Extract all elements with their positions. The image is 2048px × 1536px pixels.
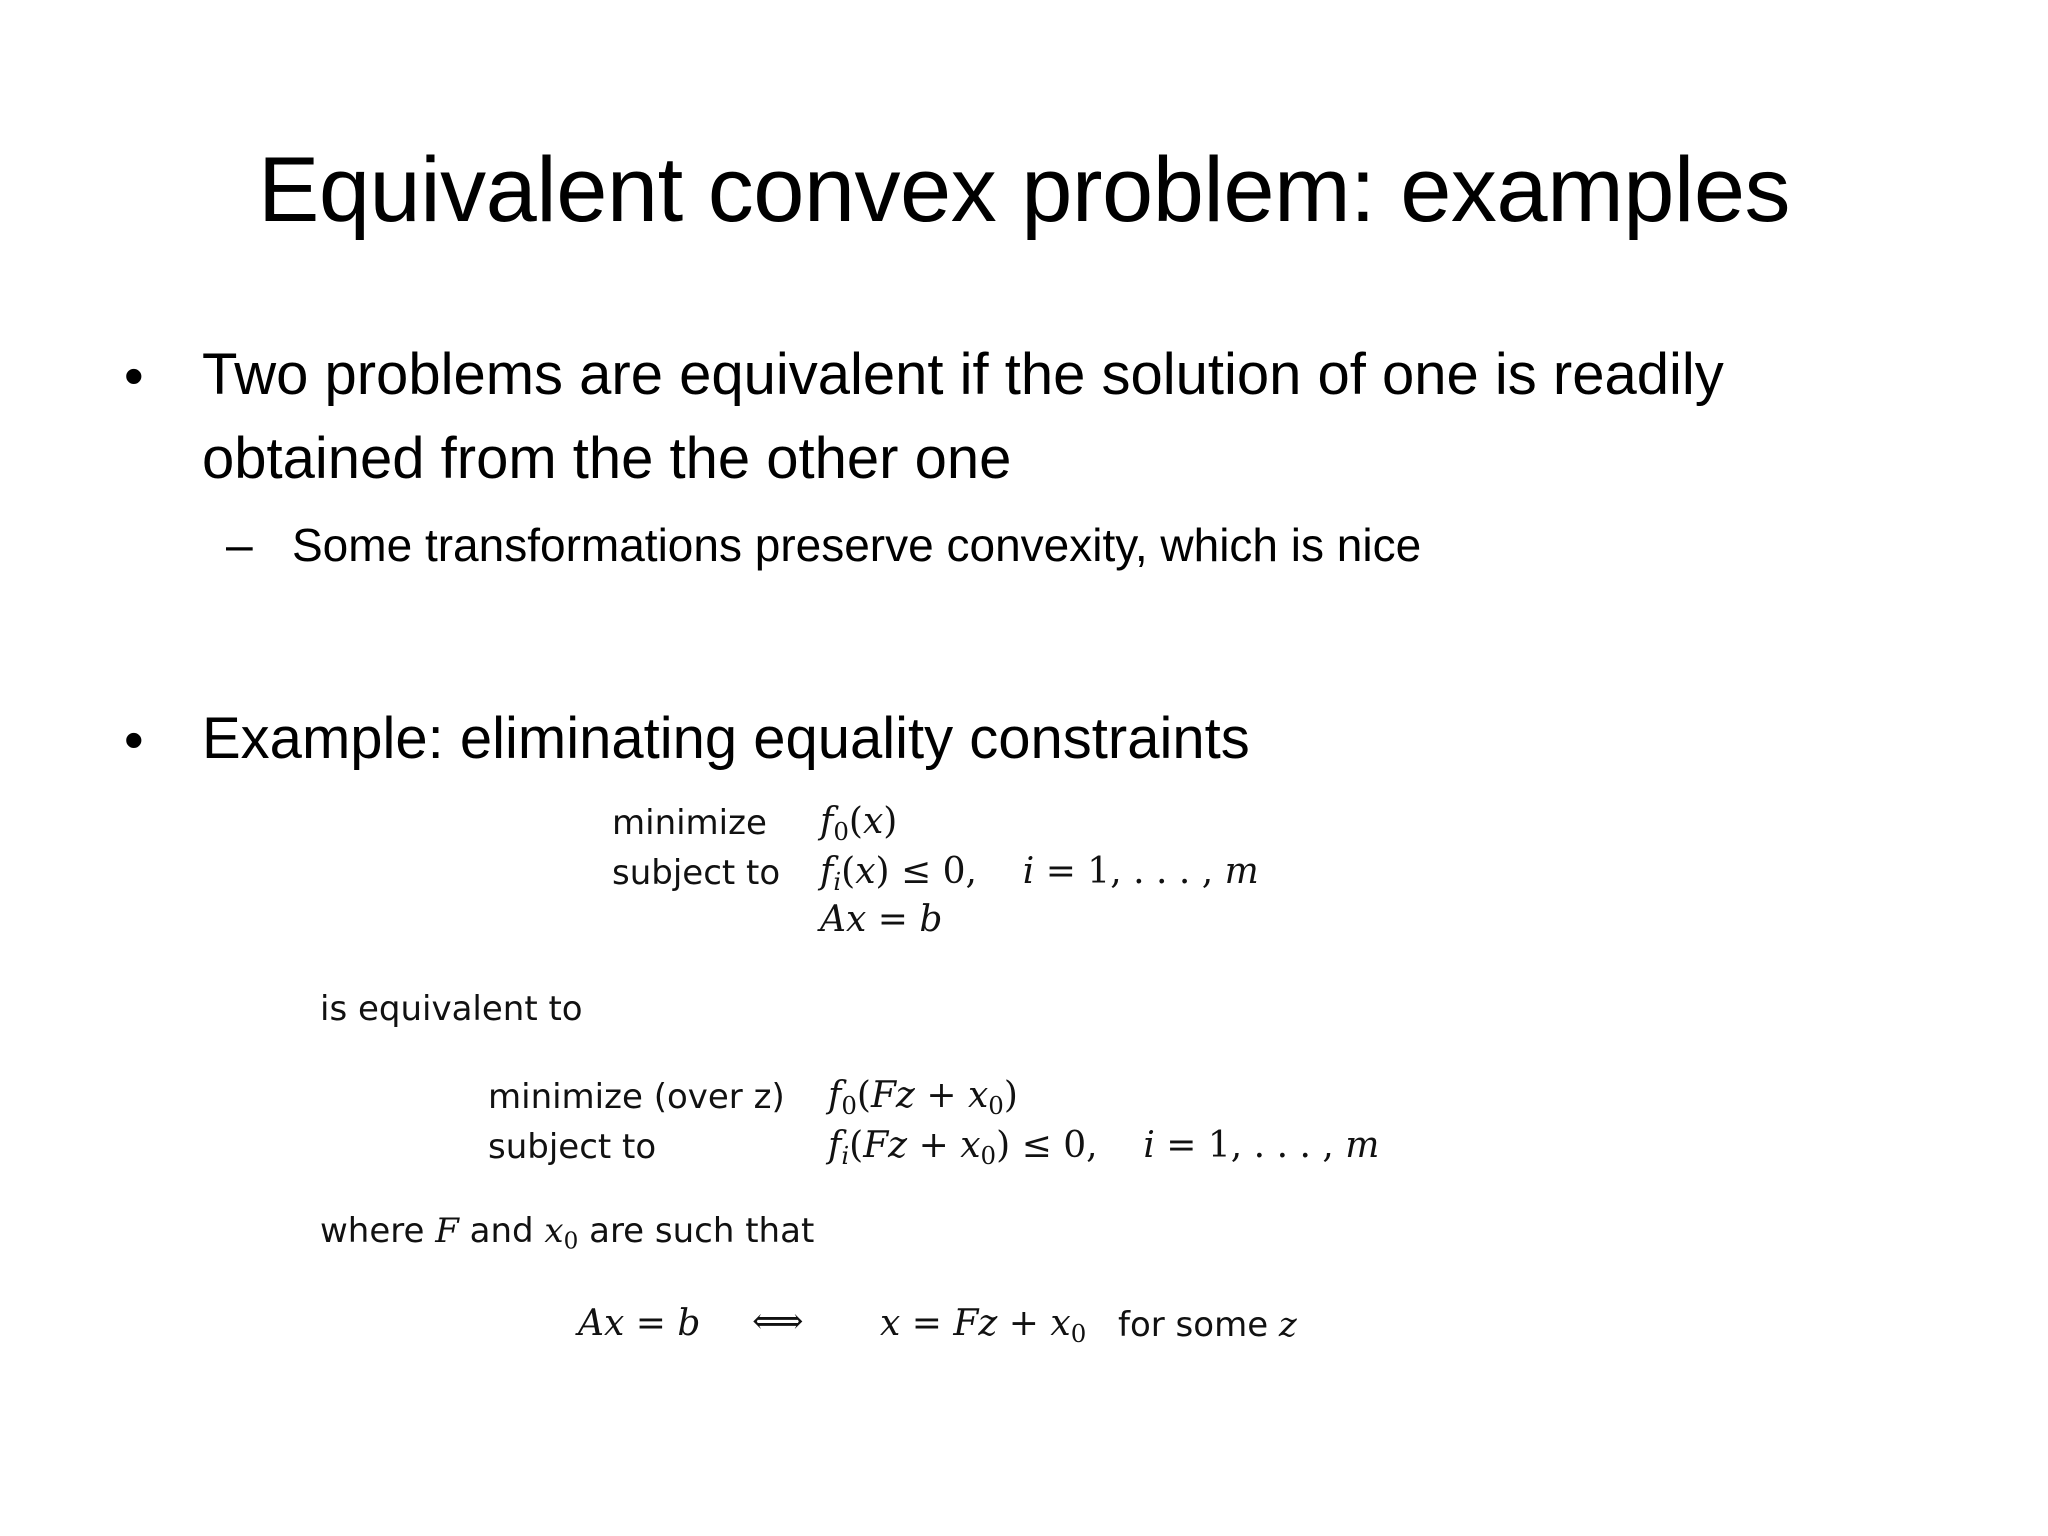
slide-title: Equivalent convex problem: examples bbox=[258, 139, 1790, 241]
relation-rhs: $x = Fz + x_0$ bbox=[880, 1303, 1087, 1348]
problem-1-minimize-label: minimize bbox=[612, 803, 767, 843]
problem-1-objective: $f_0(x)$ bbox=[820, 801, 898, 846]
iff-symbol: ⟺ bbox=[752, 1301, 804, 1342]
problem-2-objective: $f_0(Fz + x_0)$ bbox=[828, 1075, 1018, 1120]
bullet-1-line-1: Two problems are equivalent if the solution of one is readily bbox=[202, 342, 1724, 407]
relation-lhs: Ax = b bbox=[578, 1303, 701, 1344]
problem-2-inequality-constraint: $f_i(Fz + x_0) \le 0$, i = 1, . . . , m bbox=[828, 1125, 1380, 1170]
sub-bullet-marker: – bbox=[226, 519, 253, 572]
where-text: where F and $x_0$ are such that bbox=[320, 1211, 815, 1255]
relation-suffix: for some z bbox=[1118, 1305, 1297, 1345]
bullet-2-text: Example: eliminating equality constraints bbox=[202, 706, 1250, 771]
equivalent-text: is equivalent to bbox=[320, 989, 583, 1029]
bullet-marker: • bbox=[124, 708, 144, 771]
problem-1-inequality-constraint: $f_i(x) \le 0$, i = 1, . . . , m bbox=[820, 851, 1259, 896]
bullet-marker: • bbox=[124, 344, 144, 407]
bullet-1-line-2: obtained from the the other one bbox=[202, 426, 1012, 491]
problem-1-subject-label: subject to bbox=[612, 853, 781, 893]
problem-2-subject-label: subject to bbox=[488, 1127, 657, 1167]
problem-1-equality-constraint: Ax = b bbox=[820, 899, 943, 940]
sub-bullet-text: Some transformations preserve convexity, which is nice bbox=[292, 519, 1422, 571]
problem-2-minimize-label: minimize (over z) bbox=[488, 1077, 785, 1117]
